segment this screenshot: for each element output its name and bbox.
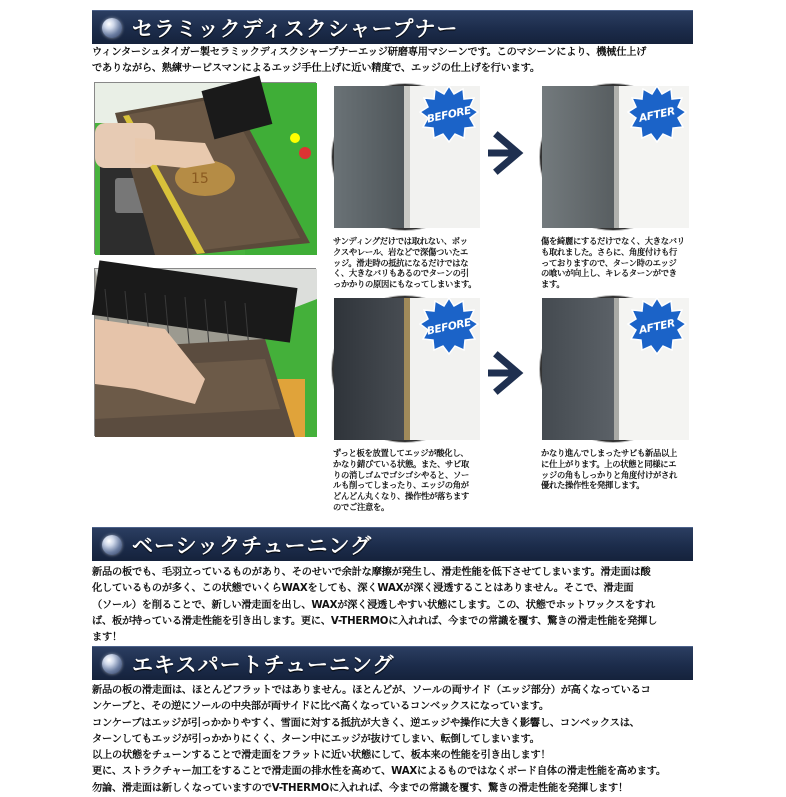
caption-line: に仕上がります。上の状態と同様にエ [541, 458, 677, 469]
caption-line: りの消しゴムでゴシゴシやると、ソー [333, 469, 469, 480]
caption-line: どんどん丸くなり、操作性が落ちます [333, 491, 469, 502]
sharpener-machine-illustration [95, 83, 317, 255]
after-label: AFTER [638, 317, 676, 337]
caption-line: サンディングだけでは取れない、ボッ [333, 236, 468, 246]
body-line: ます！ [92, 632, 122, 644]
section-title: エキスパートチューニング [132, 652, 395, 677]
before-caption-2 [333, 448, 493, 513]
body-line: ンケーブと、その逆にソールの中央部が両サイドに比べ高くなっているコンベックスになっています。 [92, 701, 549, 713]
caption-line: のでご注意を。 [333, 501, 389, 512]
machine-photo-bottom [94, 268, 316, 436]
before-caption-1 [333, 236, 493, 290]
section2-body [92, 565, 694, 646]
section-header-expert-tuning [92, 646, 693, 680]
before-label: BEFORE [425, 316, 473, 338]
caption-line: く、大きなバリもあるのでターンの引 [333, 268, 469, 279]
sharpener-brush-illustration [95, 269, 317, 437]
intro-line: でありながら、熟練サービスマンによるエッジ手仕上げに近い精度で、エッジの仕上げを行います。 [92, 63, 540, 75]
body-line: 化しているものが多く、この状態でいくらWAXをしても、深くWAXが深く浸透することはありません。そこで、滑走面 [92, 583, 634, 595]
caption-line: かなり進んでしまったサビも新品以上 [541, 448, 677, 458]
bullet-orb-icon [102, 18, 122, 38]
intro-line: ウィンターシュタイガー製セラミックディスクシャープナーエッジ研磨専用マシーンです。このマシーンにより、機械仕上げ [92, 47, 647, 58]
caption-line: ずっと板を放置してエッジが酸化し、 [333, 448, 469, 458]
body-line: ば、板が持っている滑走性能を引き出します。更に、V-THERMOに入れれば、今までの常識を覆す、驚きの滑走性能を発揮し [92, 615, 658, 627]
caption-line: ッジ。滑走時の抵抗になるだけではな [333, 257, 469, 268]
caption-line: 傷を綺麗にするだけでなく、大きなバリ [541, 236, 685, 246]
body-line: 勿論、滑走面は新しくなっていますのでV-THERMOに入れれば、今までの常識を覆す、驚きの滑走性能を発揮します！ [92, 782, 628, 794]
body-line: 新品の板の滑走面は、ほとんどフラットではありません。ほとんどが、ソールの両サイド（エッジ部分）が高くなっているコ [92, 685, 651, 696]
caption-line: も取れました。さらに、角度付けも行 [541, 246, 677, 257]
arrow-right-icon [486, 130, 532, 176]
caption-line: ッジの角もしっかりと角度付けがされ [541, 469, 677, 480]
caption-line: クスやレール、岩などで深傷ついたエ [333, 246, 469, 257]
caption-line: ルも削ってしまったり、エッジの角が [333, 480, 469, 491]
after-label: AFTER [638, 105, 676, 125]
caption-line: 優れた操作性を発揮します。 [541, 480, 645, 491]
after-badge-1 [628, 86, 686, 144]
caption-line: の喰いが向上し、キレるターンができ [541, 268, 677, 279]
bullet-orb-icon [102, 654, 122, 674]
caption-line: っかかりの原因にもなってしまいます。 [333, 279, 477, 290]
after-badge-2 [628, 298, 686, 356]
after-caption-1 [541, 236, 701, 290]
section3-body [92, 683, 694, 797]
machine-photo-top [94, 82, 316, 254]
before-label: BEFORE [425, 104, 473, 126]
body-line: ターンしてもエッジが引っかかりにくく、ターン中にエッジが抜けてしまい、転倒してしまいます。 [92, 733, 540, 745]
svg-text:15: 15 [191, 171, 209, 187]
caption-line: っておりますので、ターン時のエッジ [541, 257, 677, 268]
body-line: 更に、ストラクチャー加工をすることで滑走面の排水性を高めて、WAXによるものではなくボード自体の滑走性能を高めます。 [92, 766, 666, 778]
body-line: （ソール）を削ることで、新しい滑走面を出し、WAXが深く浸透しやすい状態にします。この、状態でホットワックスをすれ [92, 599, 655, 611]
after-caption-2 [541, 448, 701, 491]
section-header-basic-tuning [92, 527, 693, 561]
before-badge-1 [420, 86, 478, 144]
bullet-orb-icon [102, 535, 122, 555]
caption-line: かなり錆びている状態。また、サビ取 [333, 458, 469, 469]
section1-intro [92, 45, 694, 78]
body-line: 新品の板でも、毛羽立っているものがあり、そのせいで余計な摩擦が発生し、滑走性能を低下させてしまいます。滑走面は酸 [92, 567, 651, 578]
section-header-ceramic-disc [92, 10, 693, 44]
body-line: コンケーブはエッジが引っかかりやすく、雪面に対する抵抗が大きく、逆エッジや操作に大きく影響し、コンベックスは、 [92, 717, 640, 729]
body-line: 以上の状態をチューンすることで滑走面をフラットに近い状態にして、板本来の性能を引き出します！ [92, 750, 551, 762]
section-title: ベーシックチューニング [132, 533, 373, 558]
caption-line: ます。 [541, 279, 565, 290]
arrow-right-icon [486, 350, 532, 396]
section-title: セラミックディスクシャープナー [132, 16, 459, 41]
before-badge-2 [420, 298, 478, 356]
